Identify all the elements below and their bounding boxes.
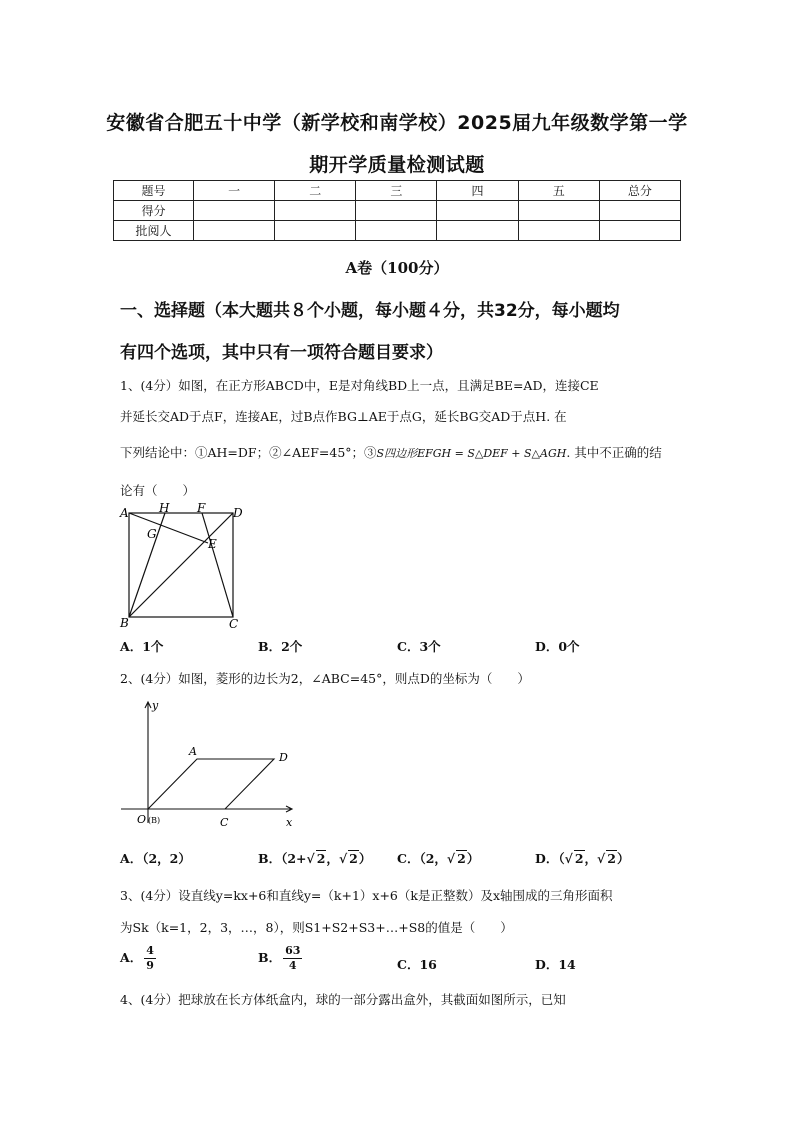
reviewer-cell [599, 221, 680, 241]
fig1-label-f: F [197, 501, 206, 515]
exam-title-line2: 期开学质量检测试题 [309, 154, 485, 176]
q2-option-d-end: ） [616, 851, 630, 866]
q1-option-c: C．3个 [397, 639, 441, 654]
q1-line3 [120, 443, 662, 461]
q3-line1: 3、(4分）设直线y=kx+6和直线y=（k+1）x+6（k是正整数）及x轴围成的三角形面积 [120, 888, 613, 903]
reviewer-cell [275, 221, 356, 241]
q2-option-c: C．（2，√ 2） [397, 851, 480, 866]
section1-heading-line2: 有四个选项，其中只有一项符合题目要求） [120, 343, 443, 363]
q1-option-a: A．1个 [120, 639, 164, 654]
fig2-label-b: (B) [148, 816, 161, 825]
fig1-label-d: D [233, 506, 243, 520]
section-a-heading: A卷（100分） [345, 259, 449, 277]
fig2-label-a: A [189, 745, 197, 758]
fraction [144, 944, 156, 973]
fraction-numerator: 4 [146, 944, 154, 957]
header-cell: 三 [356, 181, 437, 201]
header-cell: 题号 [114, 181, 194, 201]
q1-line3-text: 下列结论中：①AH=DF；②∠AEF=45°；③ [120, 445, 377, 460]
score-row [114, 201, 681, 221]
fig1-label-a: A [120, 506, 129, 520]
score-cell [356, 201, 437, 221]
header-cell: 二 [275, 181, 356, 201]
fig1-label-e: E [208, 537, 217, 551]
row-label: 得分 [114, 201, 194, 221]
fig2-label-o: O [137, 813, 147, 826]
q1-area-formula: S四边形EFGH = S△DEF + S△AGH [376, 447, 567, 460]
fig1-label-h: H [159, 501, 170, 515]
q4-line1: 4、(4分）把球放在长方体纸盒内，球的一部分露出盒外，其截面如图所示，已知 [120, 992, 566, 1007]
score-cell [275, 201, 356, 221]
header-cell: 一 [194, 181, 275, 201]
reviewer-cell [437, 221, 518, 241]
score-table [113, 180, 681, 241]
fraction-denominator: 9 [146, 959, 154, 972]
q2-rhombus-figure [116, 695, 306, 830]
reviewer-cell [518, 221, 599, 241]
q1-line1: 1、(4分）如图，在正方形ABCD中，E是对角线BD上一点，且满足BE=AD，连接CE [120, 378, 599, 393]
score-cell [437, 201, 518, 221]
fig2-label-c: C [220, 816, 229, 829]
q3-option-c: C．16 [397, 957, 437, 972]
row-label: 批阅人 [114, 221, 194, 241]
reviewer-row [114, 221, 681, 241]
q1-square-figure [112, 500, 252, 632]
q2-option-b-sep: ， [326, 851, 339, 866]
fig2-label-y: y [152, 699, 159, 712]
q2-line1: 2、(4分）如图，菱形的边长为2，∠ABC=45°，则点D的坐标为（ ） [120, 671, 530, 686]
sqrt-radicand: 2 [574, 851, 584, 866]
section1-heading-line1: 一、选择题（本大题共８个小题，每小题４分，共32分，每小题均 [120, 301, 620, 321]
header-cell: 五 [518, 181, 599, 201]
sqrt-radicand: 2 [457, 851, 466, 866]
q2-option-a: A．（2，2） [120, 851, 191, 866]
exam-title-line1: 安徽省合肥五十中学（新学校和南学校）2025届九年级数学第一学 [106, 112, 688, 134]
q1-line3-end: . 其中不正确的结 [566, 445, 662, 460]
score-cell [599, 201, 680, 221]
q2-option-b-end: ） [358, 851, 372, 866]
q3-option-b [258, 944, 304, 973]
fig1-label-c: C [229, 617, 239, 631]
q2-option-d-prefix: D．（ [535, 851, 565, 866]
q1-option-d: D．0个 [535, 639, 580, 654]
q1-option-b: B．2个 [258, 639, 303, 654]
fig1-label-b: B [120, 616, 129, 630]
q3-option-a [120, 944, 158, 973]
score-cell [194, 201, 275, 221]
fraction [283, 944, 302, 973]
q2-option-b-prefix: B．（2+ [258, 851, 307, 866]
q2-option-c-end: ） [466, 851, 480, 866]
fig2-label-d: D [279, 751, 288, 764]
fig2-label-x: x [286, 816, 293, 829]
q3-option-a-label: A． [120, 950, 143, 965]
q2-option-c-prefix: C．（2， [397, 851, 447, 866]
header-cell: 四 [437, 181, 518, 201]
fraction-numerator: 63 [285, 944, 301, 957]
sqrt-radicand: 2 [607, 851, 616, 866]
q3-option-d: D．14 [535, 957, 576, 972]
sqrt-radicand: 2 [349, 851, 358, 866]
q2-option-d: D．（√ 2，√ 2） [535, 851, 630, 866]
sqrt-radicand: 2 [316, 851, 326, 866]
q1-line2: 并延长交AD于点F，连接AE，过B点作BG⊥AE于点G，延长BG交AD于点H. 在 [120, 409, 567, 424]
fig1-label-g: G [147, 527, 157, 541]
q3-line2: 为Sk（k=1，2，3，…，8），则S1+S2+S3+…+S8的值是（ ） [120, 920, 513, 935]
q1-line4: 论有（ ） [120, 483, 196, 498]
score-cell [518, 201, 599, 221]
reviewer-cell [356, 221, 437, 241]
q2-option-d-sep: ， [584, 851, 598, 866]
fraction-denominator: 4 [288, 959, 297, 972]
score-table-header-row [114, 181, 681, 201]
q3-option-b-label: B． [258, 950, 282, 965]
q2-option-b: B．（2+√ 2，√ 2） [258, 851, 372, 866]
header-cell: 总分 [599, 181, 680, 201]
reviewer-cell [194, 221, 275, 241]
